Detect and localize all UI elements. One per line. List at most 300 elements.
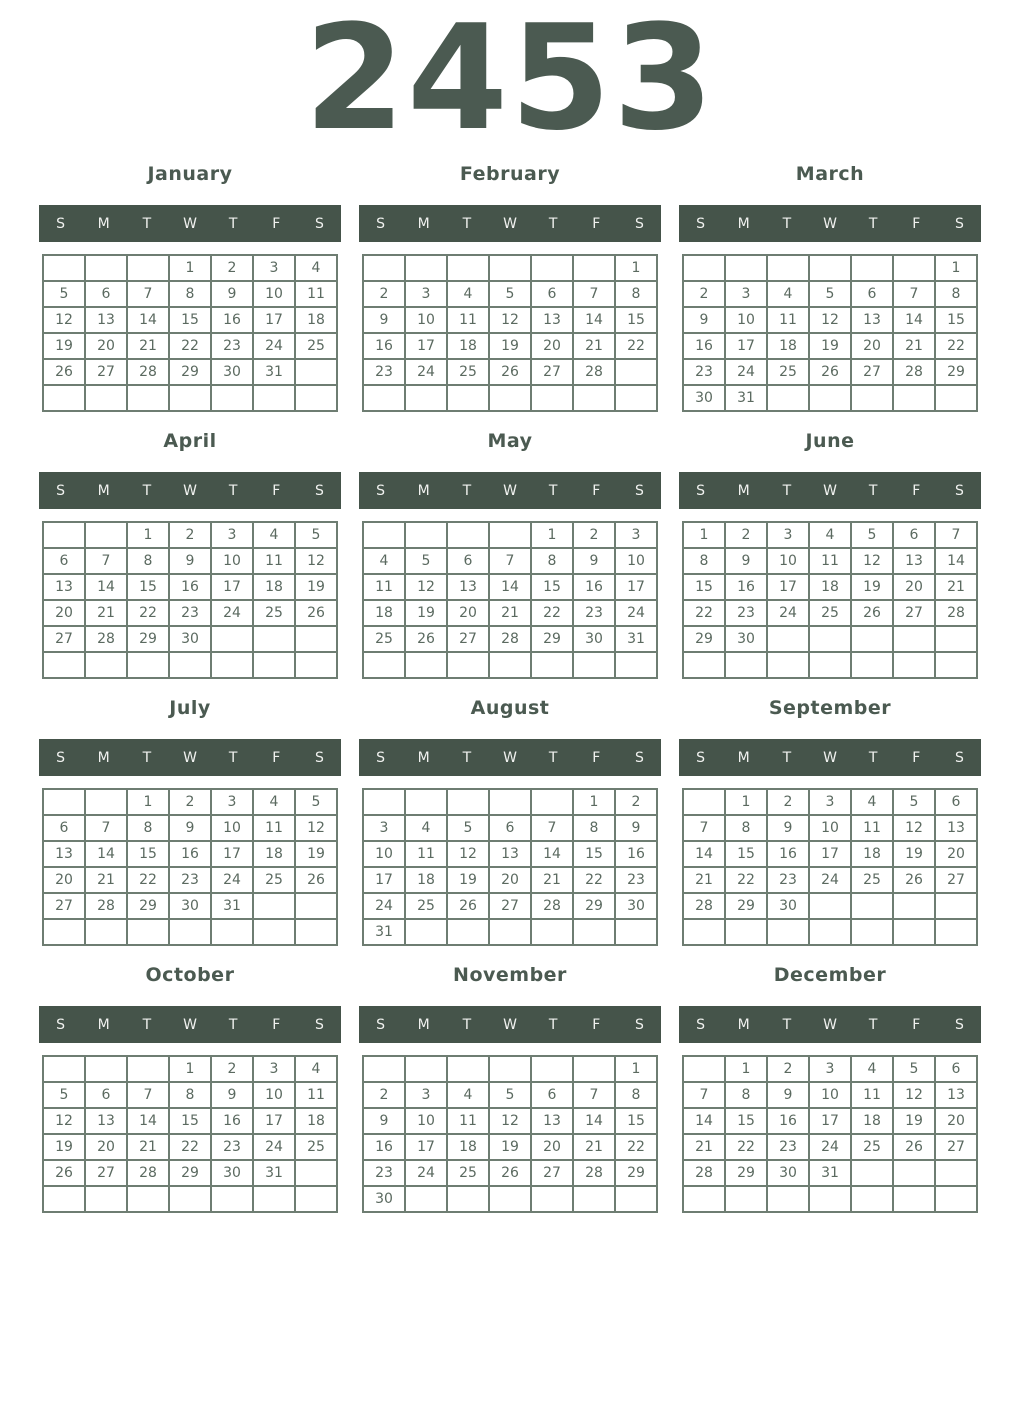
weekday-label: F <box>272 215 281 232</box>
day-cell: 24 <box>211 867 253 893</box>
empty-day-cell <box>363 652 405 678</box>
day-cell: 5 <box>295 789 337 815</box>
day-cell: 12 <box>43 1108 85 1134</box>
empty-day-cell <box>43 255 85 281</box>
week-row <box>363 919 657 945</box>
day-cell: 8 <box>615 281 657 307</box>
weekday-label: S <box>314 215 324 232</box>
week-row <box>683 600 977 626</box>
day-cell: 3 <box>809 789 851 815</box>
day-cell: 16 <box>725 574 767 600</box>
day-cell: 28 <box>531 893 573 919</box>
day-cell: 3 <box>211 522 253 548</box>
empty-day-cell <box>683 255 725 281</box>
month-title: February <box>459 163 561 185</box>
day-cell: 21 <box>85 867 127 893</box>
day-cell: 19 <box>893 1108 935 1134</box>
day-cell: 27 <box>489 893 531 919</box>
empty-day-cell <box>851 385 893 411</box>
weekday-label: T <box>868 482 878 499</box>
day-cell: 29 <box>127 626 169 652</box>
day-cell: 5 <box>851 522 893 548</box>
day-cell: 15 <box>615 1108 657 1134</box>
day-cell: 12 <box>489 1108 531 1134</box>
day-cell: 1 <box>169 255 211 281</box>
day-cell: 20 <box>935 841 977 867</box>
empty-day-cell <box>573 385 615 411</box>
week-row <box>363 548 657 574</box>
day-cell: 31 <box>253 359 295 385</box>
day-cell: 25 <box>295 333 337 359</box>
day-cell: 8 <box>725 815 767 841</box>
week-row <box>363 626 657 652</box>
day-cell: 5 <box>809 281 851 307</box>
empty-day-cell <box>169 919 211 945</box>
empty-day-cell <box>127 255 169 281</box>
empty-day-cell <box>85 652 127 678</box>
empty-day-cell <box>253 1186 295 1212</box>
week-row <box>43 600 337 626</box>
day-cell: 19 <box>405 600 447 626</box>
weekday-label: T <box>142 482 152 499</box>
week-row <box>683 841 977 867</box>
month-october <box>39 964 341 1213</box>
empty-day-cell <box>405 652 447 678</box>
empty-day-cell <box>43 919 85 945</box>
day-cell: 19 <box>893 841 935 867</box>
day-cell: 17 <box>767 574 809 600</box>
empty-day-cell <box>447 385 489 411</box>
week-row <box>363 600 657 626</box>
weekday-label: M <box>417 1016 430 1033</box>
day-cell: 30 <box>169 893 211 919</box>
weekday-label: M <box>737 749 750 766</box>
day-cell: 14 <box>127 1108 169 1134</box>
day-cell: 17 <box>809 841 851 867</box>
day-cell: 23 <box>683 359 725 385</box>
day-cell: 8 <box>531 548 573 574</box>
empty-day-cell <box>893 1186 935 1212</box>
weekday-header-bar <box>679 472 981 509</box>
empty-day-cell <box>169 1186 211 1212</box>
week-row <box>43 841 337 867</box>
week-row <box>363 652 657 678</box>
day-cell: 8 <box>127 548 169 574</box>
day-cell: 10 <box>767 548 809 574</box>
weekday-label: T <box>782 482 792 499</box>
week-row <box>43 893 337 919</box>
empty-day-cell <box>85 522 127 548</box>
day-cell: 21 <box>85 600 127 626</box>
week-row <box>683 548 977 574</box>
day-cell: 4 <box>253 522 295 548</box>
day-cell: 19 <box>489 1134 531 1160</box>
day-cell: 13 <box>43 841 85 867</box>
weekday-header-bar <box>39 205 341 242</box>
weekday-header-bar <box>359 205 661 242</box>
day-cell: 7 <box>127 281 169 307</box>
day-cell: 24 <box>253 1134 295 1160</box>
empty-day-cell <box>363 385 405 411</box>
day-cell: 6 <box>531 1082 573 1108</box>
empty-day-cell <box>573 1186 615 1212</box>
day-cell: 30 <box>725 626 767 652</box>
day-cell: 18 <box>295 1108 337 1134</box>
day-cell: 19 <box>43 1134 85 1160</box>
weekday-header-bar <box>39 739 341 776</box>
weekday-label: F <box>592 1016 601 1033</box>
days-grid <box>362 1055 658 1213</box>
day-cell: 29 <box>169 1160 211 1186</box>
week-row <box>683 1082 977 1108</box>
empty-day-cell <box>531 789 573 815</box>
day-cell: 27 <box>935 1134 977 1160</box>
week-row <box>43 307 337 333</box>
empty-day-cell <box>893 919 935 945</box>
day-cell: 15 <box>169 307 211 333</box>
day-cell: 11 <box>447 307 489 333</box>
day-cell: 2 <box>363 281 405 307</box>
day-cell: 20 <box>851 333 893 359</box>
day-cell: 25 <box>851 867 893 893</box>
day-cell: 26 <box>809 359 851 385</box>
week-row <box>363 385 657 411</box>
empty-day-cell <box>573 1056 615 1082</box>
empty-day-cell <box>363 522 405 548</box>
day-cell: 19 <box>295 841 337 867</box>
weekday-label: T <box>782 1016 792 1033</box>
day-cell: 15 <box>725 1108 767 1134</box>
empty-day-cell <box>531 1056 573 1082</box>
day-cell: 4 <box>295 255 337 281</box>
day-cell: 7 <box>683 1082 725 1108</box>
empty-day-cell <box>851 1160 893 1186</box>
day-cell: 27 <box>43 893 85 919</box>
weekday-label: W <box>503 482 517 499</box>
day-cell: 4 <box>447 281 489 307</box>
empty-day-cell <box>169 652 211 678</box>
empty-day-cell <box>893 893 935 919</box>
day-cell: 5 <box>893 1056 935 1082</box>
week-row <box>363 1108 657 1134</box>
weekday-label: T <box>462 749 472 766</box>
day-cell: 27 <box>85 1160 127 1186</box>
empty-day-cell <box>43 385 85 411</box>
day-cell: 28 <box>573 1160 615 1186</box>
empty-day-cell <box>127 385 169 411</box>
day-cell: 13 <box>85 1108 127 1134</box>
day-cell: 21 <box>573 333 615 359</box>
day-cell: 26 <box>893 1134 935 1160</box>
empty-day-cell <box>851 255 893 281</box>
week-row <box>683 1108 977 1134</box>
day-cell: 28 <box>489 626 531 652</box>
empty-day-cell <box>893 626 935 652</box>
day-cell: 17 <box>615 574 657 600</box>
day-cell: 16 <box>169 574 211 600</box>
day-cell: 29 <box>169 359 211 385</box>
week-row <box>43 652 337 678</box>
empty-day-cell <box>43 1186 85 1212</box>
empty-day-cell <box>683 1056 725 1082</box>
month-title: September <box>768 697 892 719</box>
weekday-label: S <box>954 1016 964 1033</box>
empty-day-cell <box>253 626 295 652</box>
empty-day-cell <box>683 1186 725 1212</box>
weekday-label: S <box>634 749 644 766</box>
weekday-label: M <box>737 215 750 232</box>
day-cell: 10 <box>809 815 851 841</box>
day-cell: 18 <box>767 333 809 359</box>
days-grid <box>362 788 658 946</box>
day-cell: 28 <box>85 893 127 919</box>
week-row <box>363 359 657 385</box>
day-cell: 17 <box>809 1108 851 1134</box>
day-cell: 13 <box>893 548 935 574</box>
month-title: October <box>145 964 235 986</box>
empty-day-cell <box>851 893 893 919</box>
day-cell: 26 <box>43 359 85 385</box>
day-cell: 14 <box>531 841 573 867</box>
day-cell: 30 <box>169 626 211 652</box>
day-cell: 21 <box>573 1134 615 1160</box>
day-cell: 11 <box>447 1108 489 1134</box>
day-cell: 8 <box>935 281 977 307</box>
weekday-label: W <box>503 215 517 232</box>
day-cell: 19 <box>295 574 337 600</box>
day-cell: 15 <box>615 307 657 333</box>
weekday-label: W <box>183 1016 197 1033</box>
week-row <box>363 522 657 548</box>
day-cell: 6 <box>85 281 127 307</box>
day-cell: 13 <box>531 1108 573 1134</box>
day-cell: 11 <box>767 307 809 333</box>
day-cell: 13 <box>85 307 127 333</box>
weekday-label: T <box>782 215 792 232</box>
weekday-label: M <box>417 482 430 499</box>
day-cell: 6 <box>893 522 935 548</box>
day-cell: 10 <box>405 1108 447 1134</box>
weekday-label: S <box>376 482 386 499</box>
day-cell: 2 <box>615 789 657 815</box>
day-cell: 2 <box>767 1056 809 1082</box>
day-cell: 20 <box>893 574 935 600</box>
week-row <box>43 867 337 893</box>
day-cell: 26 <box>43 1160 85 1186</box>
weekday-label: M <box>97 749 110 766</box>
day-cell: 22 <box>725 867 767 893</box>
day-cell: 18 <box>851 1108 893 1134</box>
week-row <box>363 333 657 359</box>
day-cell: 29 <box>725 893 767 919</box>
day-cell: 22 <box>573 867 615 893</box>
empty-day-cell <box>447 1186 489 1212</box>
day-cell: 29 <box>127 893 169 919</box>
month-title: May <box>487 430 533 452</box>
day-cell: 23 <box>615 867 657 893</box>
empty-day-cell <box>85 255 127 281</box>
week-row <box>363 893 657 919</box>
day-cell: 13 <box>935 1082 977 1108</box>
weekday-label: T <box>228 749 238 766</box>
week-row <box>683 1056 977 1082</box>
empty-day-cell <box>43 652 85 678</box>
day-cell: 21 <box>683 867 725 893</box>
day-cell: 24 <box>615 600 657 626</box>
empty-day-cell <box>935 1160 977 1186</box>
empty-day-cell <box>363 255 405 281</box>
empty-day-cell <box>767 919 809 945</box>
day-cell: 8 <box>725 1082 767 1108</box>
day-cell: 24 <box>211 600 253 626</box>
day-cell: 30 <box>767 1160 809 1186</box>
day-cell: 14 <box>127 307 169 333</box>
week-row <box>43 548 337 574</box>
weekday-label: F <box>912 215 921 232</box>
weekday-label: F <box>272 749 281 766</box>
day-cell: 16 <box>573 574 615 600</box>
month-november <box>359 964 661 1213</box>
empty-day-cell <box>725 652 767 678</box>
day-cell: 7 <box>893 281 935 307</box>
weekday-label: S <box>634 1016 644 1033</box>
week-row <box>363 1160 657 1186</box>
month-july <box>39 697 341 946</box>
day-cell: 10 <box>405 307 447 333</box>
day-cell: 12 <box>447 841 489 867</box>
days-grid <box>42 788 338 946</box>
weekday-label: S <box>376 215 386 232</box>
day-cell: 20 <box>935 1108 977 1134</box>
day-cell: 9 <box>725 548 767 574</box>
day-cell: 2 <box>211 255 253 281</box>
empty-day-cell <box>725 255 767 281</box>
day-cell: 9 <box>767 815 809 841</box>
empty-day-cell <box>767 1186 809 1212</box>
day-cell: 17 <box>405 1134 447 1160</box>
week-row <box>683 359 977 385</box>
weekday-label: S <box>376 1016 386 1033</box>
day-cell: 30 <box>211 1160 253 1186</box>
day-cell: 17 <box>211 574 253 600</box>
day-cell: 31 <box>363 919 405 945</box>
empty-day-cell <box>573 919 615 945</box>
day-cell: 24 <box>767 600 809 626</box>
empty-day-cell <box>85 789 127 815</box>
day-cell: 18 <box>253 841 295 867</box>
day-cell: 1 <box>615 255 657 281</box>
week-row <box>43 626 337 652</box>
day-cell: 22 <box>169 333 211 359</box>
weekday-label: M <box>737 1016 750 1033</box>
weekday-label: M <box>97 1016 110 1033</box>
day-cell: 13 <box>489 841 531 867</box>
days-grid <box>682 254 978 412</box>
weekday-label: M <box>737 482 750 499</box>
day-cell: 4 <box>405 815 447 841</box>
day-cell: 3 <box>405 1082 447 1108</box>
empty-day-cell <box>809 1186 851 1212</box>
empty-day-cell <box>935 652 977 678</box>
empty-day-cell <box>935 893 977 919</box>
day-cell: 3 <box>405 281 447 307</box>
day-cell: 8 <box>683 548 725 574</box>
empty-day-cell <box>295 1160 337 1186</box>
empty-day-cell <box>489 789 531 815</box>
day-cell: 20 <box>43 867 85 893</box>
day-cell: 12 <box>295 815 337 841</box>
day-cell: 1 <box>127 522 169 548</box>
day-cell: 8 <box>169 281 211 307</box>
day-cell: 11 <box>405 841 447 867</box>
week-row <box>43 255 337 281</box>
day-cell: 9 <box>573 548 615 574</box>
day-cell: 9 <box>211 1082 253 1108</box>
empty-day-cell <box>683 919 725 945</box>
days-grid <box>42 1055 338 1213</box>
day-cell: 20 <box>489 867 531 893</box>
day-cell: 6 <box>85 1082 127 1108</box>
month-september <box>679 697 981 946</box>
empty-day-cell <box>447 522 489 548</box>
day-cell: 25 <box>767 359 809 385</box>
day-cell: 8 <box>169 1082 211 1108</box>
day-cell: 6 <box>447 548 489 574</box>
week-row <box>43 333 337 359</box>
day-cell: 7 <box>85 548 127 574</box>
week-row <box>363 841 657 867</box>
day-cell: 3 <box>253 255 295 281</box>
empty-day-cell <box>295 652 337 678</box>
day-cell: 31 <box>615 626 657 652</box>
day-cell: 6 <box>531 281 573 307</box>
day-cell: 11 <box>809 548 851 574</box>
week-row <box>683 867 977 893</box>
week-row <box>43 1056 337 1082</box>
weekday-label: F <box>272 482 281 499</box>
empty-day-cell <box>851 1186 893 1212</box>
day-cell: 16 <box>767 841 809 867</box>
day-cell: 25 <box>405 893 447 919</box>
day-cell: 8 <box>127 815 169 841</box>
day-cell: 11 <box>851 1082 893 1108</box>
day-cell: 11 <box>253 815 295 841</box>
empty-day-cell <box>935 385 977 411</box>
weekday-header-bar <box>679 739 981 776</box>
empty-day-cell <box>893 385 935 411</box>
day-cell: 17 <box>405 333 447 359</box>
day-cell: 5 <box>447 815 489 841</box>
day-cell: 10 <box>725 307 767 333</box>
day-cell: 20 <box>531 333 573 359</box>
day-cell: 8 <box>615 1082 657 1108</box>
day-cell: 28 <box>893 359 935 385</box>
day-cell: 4 <box>851 789 893 815</box>
day-cell: 22 <box>127 867 169 893</box>
day-cell: 15 <box>531 574 573 600</box>
day-cell: 5 <box>295 522 337 548</box>
day-cell: 10 <box>253 1082 295 1108</box>
day-cell: 6 <box>935 1056 977 1082</box>
weekday-label: S <box>56 215 66 232</box>
day-cell: 25 <box>363 626 405 652</box>
day-cell: 3 <box>809 1056 851 1082</box>
day-cell: 18 <box>851 841 893 867</box>
day-cell: 5 <box>43 281 85 307</box>
day-cell: 4 <box>363 548 405 574</box>
day-cell: 18 <box>447 1134 489 1160</box>
day-cell: 31 <box>809 1160 851 1186</box>
